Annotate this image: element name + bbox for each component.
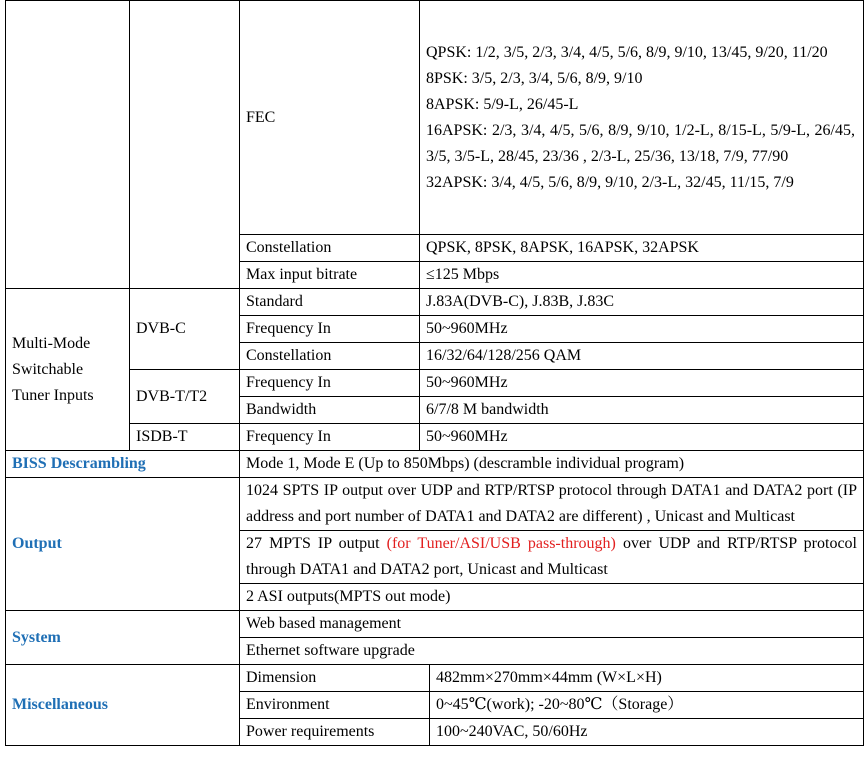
isdbt-freq-value: 50~960MHz bbox=[420, 424, 864, 451]
isdbt-freq-label: Frequency In bbox=[240, 424, 420, 451]
dvbc-const-label: Constellation bbox=[240, 343, 420, 370]
dvbt-freq-value: 50~960MHz bbox=[420, 370, 864, 397]
output-label: Output bbox=[6, 478, 240, 611]
misc-dim-row bbox=[6, 665, 864, 692]
constellation-value: QPSK, 8PSK, 8APSK, 16APSK, 32APSK bbox=[420, 235, 864, 262]
system-row-1 bbox=[6, 611, 864, 638]
env-value: 0~45℃(work); -20~80℃（Storage） bbox=[430, 692, 864, 719]
dvbc-standard-row bbox=[6, 289, 864, 316]
dvbc-freq-value: 50~960MHz bbox=[420, 316, 864, 343]
system-label: System bbox=[6, 611, 240, 665]
misc-label: Miscellaneous bbox=[6, 665, 240, 746]
dvbc-label: DVB-C bbox=[130, 289, 240, 370]
fec-qpsk: QPSK: 1/2, 3/5, 2/3, 3/4, 4/5, 5/6, 8/9, 9/10, 13/45, 9/20, 11/20 bbox=[426, 43, 828, 61]
power-label: Power requirements bbox=[240, 719, 430, 746]
fec-label: FEC bbox=[240, 1, 420, 235]
fec-32apsk: 32APSK: 3/4, 4/5, 5/6, 8/9, 9/10, 2/3-L, 32/45, 11/15, 7/9 bbox=[426, 173, 794, 191]
dvbc-const-value: 16/32/64/128/256 QAM bbox=[420, 343, 864, 370]
biss-value: Mode 1, Mode E (Up to 850Mbps) (descramble individual program) bbox=[240, 451, 864, 478]
fec-value bbox=[420, 1, 864, 235]
dvbt-freq-label: Frequency In bbox=[240, 370, 420, 397]
system-upgrade: Ethernet software upgrade bbox=[240, 638, 864, 665]
system-web: Web based management bbox=[240, 611, 864, 638]
fec-8psk: 8PSK: 3/5, 2/3, 3/4, 5/6, 8/9, 9/10 bbox=[426, 69, 643, 87]
max-bitrate-value: ≤125 Mbps bbox=[420, 262, 864, 289]
fec-8apsk: 8APSK: 5/9-L, 26/45-L bbox=[426, 95, 579, 113]
dvbt-bw-value: 6/7/8 M bandwidth bbox=[420, 397, 864, 424]
dim-value: 482mm×270mm×44mm (W×L×H) bbox=[430, 665, 864, 692]
output-mpts-text-a: 27 MPTS IP output bbox=[246, 535, 387, 552]
isdbt-label: ISDB-T bbox=[130, 424, 240, 451]
output-row-1 bbox=[6, 478, 864, 531]
output-mpts bbox=[240, 531, 864, 584]
power-value: 100~240VAC, 50/60Hz bbox=[430, 719, 864, 746]
fec-row bbox=[6, 1, 864, 235]
spec-table bbox=[5, 0, 864, 746]
output-mpts-passthrough: (for Tuner/ASI/USB pass-through) bbox=[386, 535, 616, 552]
dvbc-freq-label: Frequency In bbox=[240, 316, 420, 343]
dim-label: Dimension bbox=[240, 665, 430, 692]
constellation-label: Constellation bbox=[240, 235, 420, 262]
env-label: Environment bbox=[240, 692, 430, 719]
fec-16apsk: 16APSK: 2/3, 3/4, 4/5, 5/6, 8/9, 9/10, 1/2-L, 8/15-L, 5/9-L, 26/45, 3/5, 3/5-L, 28/45, 23/36 , 2/3-L, 25/36, 13/18, 7/9, 77/90 bbox=[426, 121, 855, 165]
isdbt-row bbox=[6, 424, 864, 451]
dvbc-standard-label: Standard bbox=[240, 289, 420, 316]
dvbt-bw-label: Bandwidth bbox=[240, 397, 420, 424]
biss-label: BISS Descrambling bbox=[6, 451, 240, 478]
tuner-section-cell bbox=[6, 1, 130, 289]
max-bitrate-label: Max input bitrate bbox=[240, 262, 420, 289]
dvbt-label: DVB-T/T2 bbox=[130, 370, 240, 424]
output-spts: 1024 SPTS IP output over UDP and RTP/RTSP protocol through DATA1 and DATA2 port (IP address and port number of DATA1 and DATA2 are different) , Unicast and Multicast bbox=[240, 478, 864, 531]
multi-mode-label: Multi-Mode Switchable Tuner Inputs bbox=[6, 289, 130, 451]
output-mpts-text-b: over UDP and RTP/RTSP protocol through DATA1 and DATA2 port, Unicast and Multicast bbox=[246, 535, 858, 578]
biss-row bbox=[6, 451, 864, 478]
output-asi: 2 ASI outputs(MPTS out mode) bbox=[240, 584, 864, 611]
dvbt-freq-row bbox=[6, 370, 864, 397]
dvbc-standard-value: J.83A(DVB-C), J.83B, J.83C bbox=[420, 289, 864, 316]
tuner-type-cell bbox=[130, 1, 240, 289]
